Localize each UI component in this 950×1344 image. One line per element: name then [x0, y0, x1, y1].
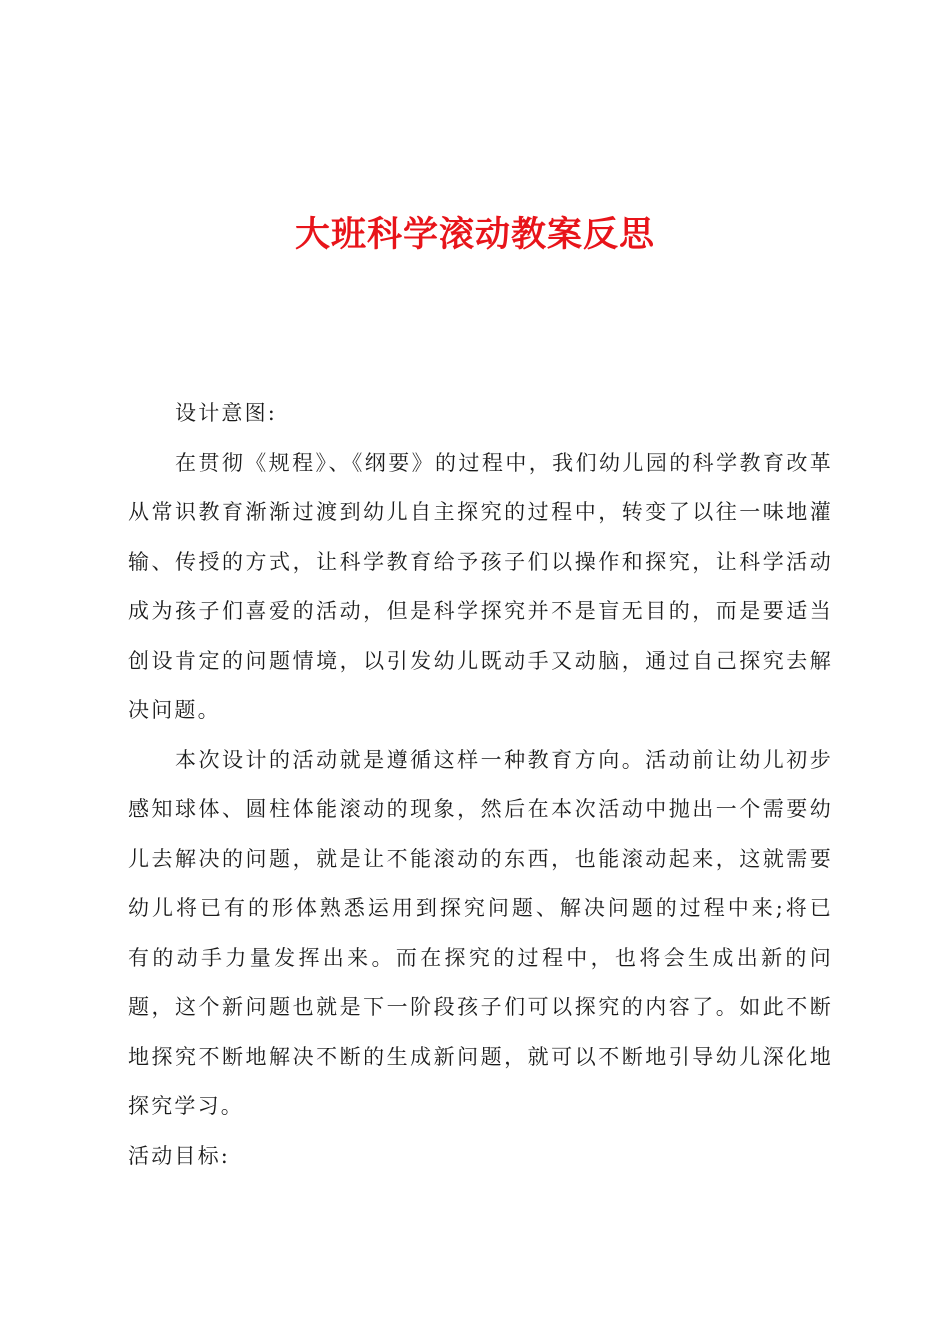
- paragraph-activity-description: 本次设计的活动就是遵循这样一种教育方向。活动前让幼儿初步感知球体、圆柱体能滚动的现象，然后在本次活动中抛出一个需要幼儿去解决的问题，就是让不能滚动的东西，也能滚动起来，这就需要幼儿将已有的形体熟悉运用到探究问题、解决问题的过程中来;将已有的动手力量发挥出来。而在探究的过程中，也将会生成出新的问题，这个新问题也就是下一阶段孩子们可以探究的内容了。如此不断地探究不断地解决不断的生成新问题，就可以不断地引导幼儿深化地探究学习。: [128, 747, 833, 1118]
- document-title: 大班科学滚动教案反思: [294, 214, 655, 255]
- paragraph-design-intent-body: 在贯彻《规程》、《纲要》的过程中，我们幼儿园的科学教育改革从常识教育渐渐过渡到幼儿自主探究的过程中，转变了以往一味地灌输、传授的方式，让科学教育给予孩子们以操作和探究，让科学活动成为孩子们喜爱的活动，但是科学探究并不是盲无目的，而是要适当创设肯定的问题情境，以引发幼儿既动手又动脑，通过自己探究去解决问题。: [128, 450, 833, 722]
- paragraph-activity-goals-heading: 活动目标:: [128, 1143, 231, 1168]
- paragraph-design-intent-heading: 设计意图:: [175, 401, 278, 425]
- document-body: [128, 389, 833, 1181]
